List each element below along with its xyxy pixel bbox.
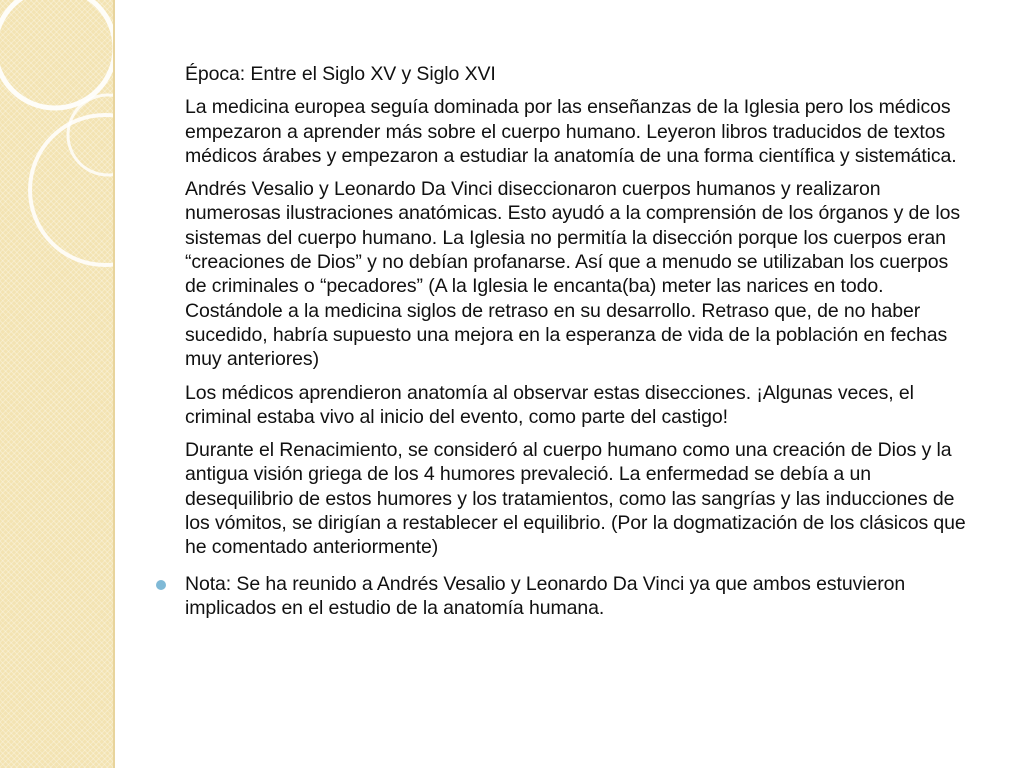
note-text: Nota: Se ha reunido a Andrés Vesalio y Leonardo Da Vinci ya que ambos estuvieron implicados en el estudio de la anatomía humana.: [185, 572, 906, 619]
decorative-circle-middle: [30, 115, 113, 265]
paragraph-renaissance: Durante el Renacimiento, se consideró al cuerpo humano como una creación de Dios y la antigua visión griega de los 4 humores prevaleció. La enfermedad se debía a un desequilibrio de estos humores y los tratamientos, como las sangrías y las inducciones de los vómitos, se dirigían a restablecer el equilibrio. (Por la dogmatización de los clásicos que he comentado anteriormente): [185, 439, 966, 559]
decorative-circle-top: [0, 0, 113, 108]
paragraph-dissections: Los médicos aprendieron anatomía al observar estas disecciones. ¡Algunas veces, el criminal estaba vivo al inicio del evento, como parte del castigo!: [185, 381, 914, 428]
bullet-dot-icon: [156, 580, 166, 590]
decorative-circles: [0, 0, 113, 768]
slide-body: [156, 62, 966, 629]
decorative-side-band: [0, 0, 115, 768]
paragraph-epoch: Época: Entre el Siglo XV y Siglo XVI: [185, 63, 496, 85]
note-bullet-item: [185, 572, 966, 621]
paragraph-european-medicine: La medicina europea seguía dominada por las enseñanzas de la Iglesia pero los médicos empezaron a aprender más sobre el cuerpo humano. Leyeron libros traducidos de textos médicos árabes y empezaron a estudiar la anatomía de una forma científica y sistemática.: [185, 96, 957, 167]
paragraph-vesalio-da-vinci: Andrés Vesalio y Leonardo Da Vinci diseccionaron cuerpos humanos y realizaron numerosas ilustraciones anatómicas. Esto ayudó a la comprensión de los órganos y de los sistemas del cuerpo humano. La Iglesia no permitía la disección porque los cuerpos eran “creaciones de Dios” y no debían profanarse. Así que a menudo se utilizaban los cuerpos de criminales o “pecadores” (A la Iglesia le encanta(ba) meter las narices en todo. Costándole a la medicina siglos de retraso en su desarrollo. Retraso que, de no haber sucedido, habría supuesto una mejora en la esperanza de vida de la población en fechas muy anteriores): [185, 178, 960, 371]
